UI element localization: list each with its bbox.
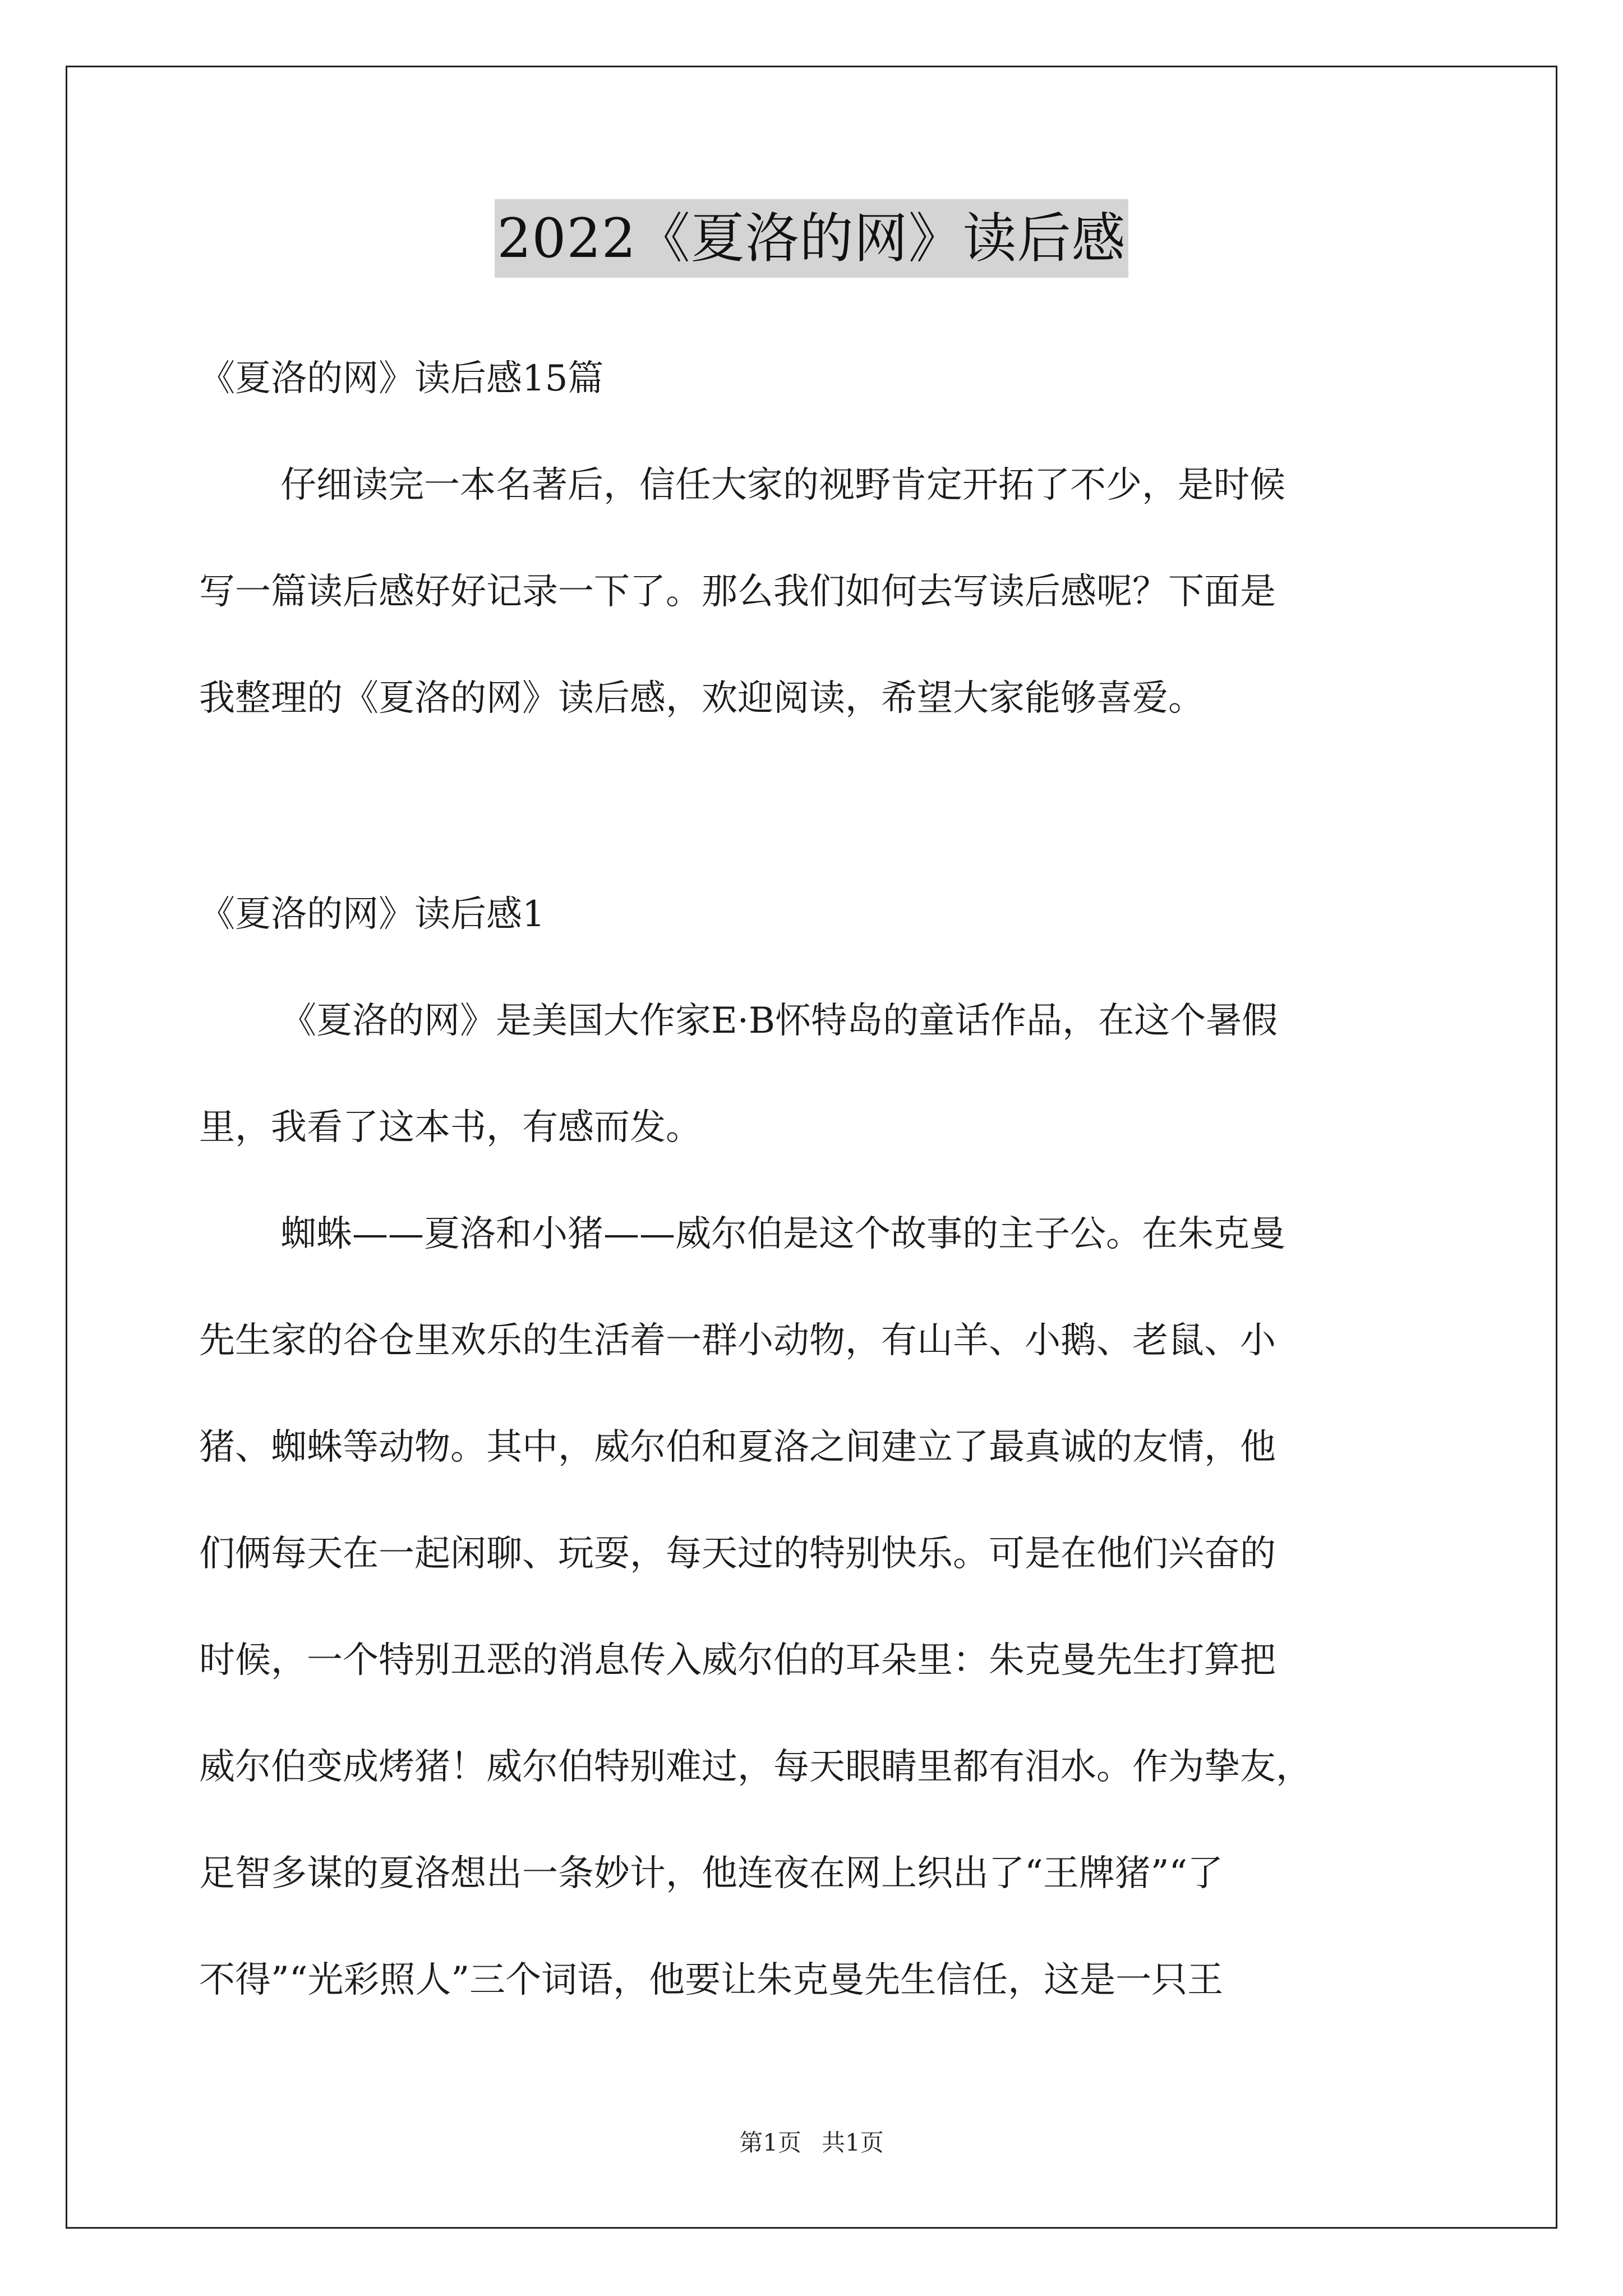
paragraph1-line-2: 里，我看了这本书，有感而发。 [199, 1107, 702, 1148]
document-title: 2022《夏洛的网》读后感 [495, 199, 1128, 278]
paragraph2-line-3: 猪、蜘蛛等动物。其中，威尔伯和夏洛之间建立了最真诚的友情，他 [199, 1427, 1276, 1468]
title-container [0, 199, 1623, 278]
paragraph2-line-8: 不得”“光彩照人”三个词语，他要让朱克曼先生信任，这是一只王 [199, 1959, 1224, 2001]
paragraph2-line-6: 威尔伯变成烤猪！威尔伯特别难过，每天眼睛里都有泪水。作为挚友， [199, 1746, 1312, 1788]
intro-line-1: 仔细读完一本名著后，信任大家的视野肯定开拓了不少，是时候 [280, 464, 1285, 506]
intro-line-3: 我整理的《夏洛的网》读后感，欢迎阅读，希望大家能够喜爱。 [199, 678, 1204, 719]
paragraph2-line-2: 先生家的谷仓里欢乐的生活着一群小动物，有山羊、小鹅、老鼠、小 [199, 1320, 1276, 1361]
paragraph2-line-7: 足智多谋的夏洛想出一条妙计，他连夜在网上织出了“王牌猪”“了 [199, 1853, 1224, 1894]
paragraph1-line-1: 《夏洛的网》是美国大作家E·B怀特岛的童话作品，在这个暑假 [280, 1000, 1278, 1042]
paragraph2-line-4: 们俩每天在一起闲聊、玩耍，每天过的特别快乐。可是在他们兴奋的 [199, 1533, 1276, 1575]
paragraph2-line-5: 时候，一个特别丑恶的消息传入威尔伯的耳朵里：朱克曼先生打算把 [199, 1640, 1276, 1681]
document-subtitle: 《夏洛的网》读后感15篇 [199, 358, 604, 399]
section-heading: 《夏洛的网》读后感1 [199, 894, 545, 935]
paragraph2-line-1: 蜘蛛——夏洛和小猪——威尔伯是这个故事的主子公。在朱克曼 [280, 1213, 1285, 1255]
page-footer [0, 2126, 1623, 2160]
page-number: 第1页 [739, 2129, 801, 2156]
page-total: 共1页 [822, 2129, 884, 2156]
intro-line-2: 写一篇读后感好好记录一下了。那么我们如何去写读后感呢？下面是 [199, 571, 1276, 613]
